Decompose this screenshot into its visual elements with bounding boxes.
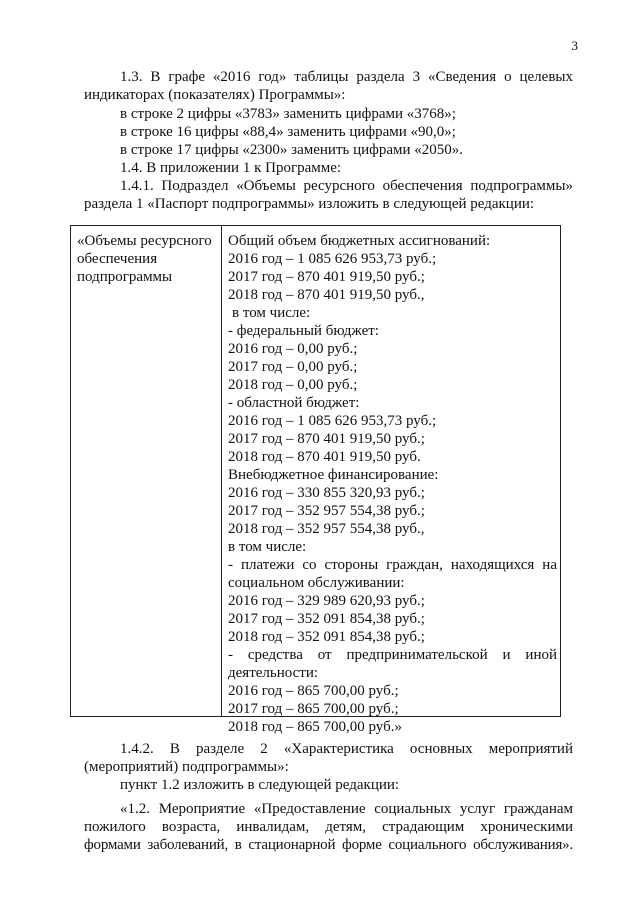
- intro-line: раздела 1 «Паспорт подпрограммы» изложить в следующей редакции:: [84, 196, 535, 212]
- outro-line: 1.4.2. В разделе 2 «Характеристика основных мероприятий: [120, 741, 573, 757]
- right-cell-line: социальном обслуживании:: [228, 575, 405, 591]
- intro-line: в строке 17 цифры «2300» заменить цифрами «2050».: [120, 142, 464, 158]
- intro-line: 1.4.1. Подраздел «Объемы ресурсного обеспечения подпрограммы»: [120, 178, 573, 194]
- intro-line: в строке 2 цифры «3783» заменить цифрами «3768»;: [120, 106, 456, 122]
- right-cell-line: - федеральный бюджет:: [228, 323, 379, 339]
- intro-line: в строке 16 цифры «88,4» заменить цифрами «90,0»;: [120, 124, 456, 140]
- right-cell-line: 2017 год – 0,00 руб.;: [228, 359, 358, 375]
- right-cell-line: 2016 год – 1 085 626 953,73 руб.;: [228, 413, 437, 429]
- outro-line: формами заболеваний, в стационарной форме социального обслуживания».: [84, 837, 573, 853]
- right-cell-line: деятельности:: [228, 665, 319, 681]
- right-cell-line: 2016 год – 330 855 320,93 руб.;: [228, 485, 425, 501]
- table-column-divider: [221, 226, 222, 716]
- table-left-cell: [77, 232, 217, 286]
- right-cell-line: 2018 год – 870 401 919,50 руб.,: [228, 287, 425, 303]
- outro-line: «1.2. Мероприятие «Предоставление социальных услуг гражданам: [120, 801, 573, 817]
- right-cell-line: - средства от предпринимательской и иной: [228, 647, 557, 663]
- right-cell-line: 2016 год – 0,00 руб.;: [228, 341, 358, 357]
- right-cell-line: 2017 год – 865 700,00 руб.;: [228, 701, 399, 717]
- outro-line: пожилого возраста, инвалидам, детям, страдающим хроническими: [84, 819, 573, 835]
- right-cell-line: 2016 год – 865 700,00 руб.;: [228, 683, 399, 699]
- right-cell-line: 2016 год – 329 989 620,93 руб.;: [228, 593, 425, 609]
- intro-line: индикаторах (показателях) Программы»:: [84, 87, 346, 103]
- intro-line: 1.4. В приложении 1 к Программе:: [120, 160, 342, 176]
- outro-line: пункт 1.2 изложить в следующей редакции:: [120, 777, 400, 793]
- left-cell-line: обеспечения: [77, 251, 158, 267]
- right-cell-line: 2018 год – 352 091 854,38 руб.;: [228, 629, 425, 645]
- right-cell-line: 2016 год – 1 085 626 953,73 руб.;: [228, 251, 437, 267]
- right-cell-line: 2018 год – 0,00 руб.;: [228, 377, 358, 393]
- left-cell-line: подпрограммы: [77, 269, 173, 285]
- right-cell-line: в том числе:: [232, 305, 311, 321]
- right-cell-line: 2017 год – 870 401 919,50 руб.;: [228, 269, 425, 285]
- right-cell-line: 2017 год – 352 091 854,38 руб.;: [228, 611, 425, 627]
- right-cell-line: 2018 год – 352 957 554,38 руб.,: [228, 521, 425, 537]
- right-cell-line: Общий объем бюджетных ассигнований:: [228, 233, 491, 249]
- right-cell-line: Внебюджетное финансирование:: [228, 467, 439, 483]
- resource-table: [70, 225, 561, 735]
- left-cell-line: «Объемы ресурсного: [77, 233, 212, 249]
- right-cell-line: - областной бюджет:: [228, 395, 360, 411]
- table-right-cell: [228, 232, 557, 736]
- outro-line: (мероприятий) подпрограммы»:: [84, 759, 289, 775]
- intro-line: 1.3. В графе «2016 год» таблицы раздела 3 «Сведения о целевых: [120, 69, 573, 85]
- right-cell-line: 2017 год – 870 401 919,50 руб.;: [228, 431, 425, 447]
- right-cell-line: 2018 год – 870 401 919,50 руб.: [228, 449, 421, 465]
- right-cell-line: 2017 год – 352 957 554,38 руб.;: [228, 503, 425, 519]
- right-cell-line: 2018 год – 865 700,00 руб.»: [228, 719, 402, 735]
- right-cell-line: в том числе:: [228, 539, 307, 555]
- page-number: 3: [571, 38, 578, 53]
- right-cell-line: - платежи со стороны граждан, находящихся на: [228, 557, 557, 573]
